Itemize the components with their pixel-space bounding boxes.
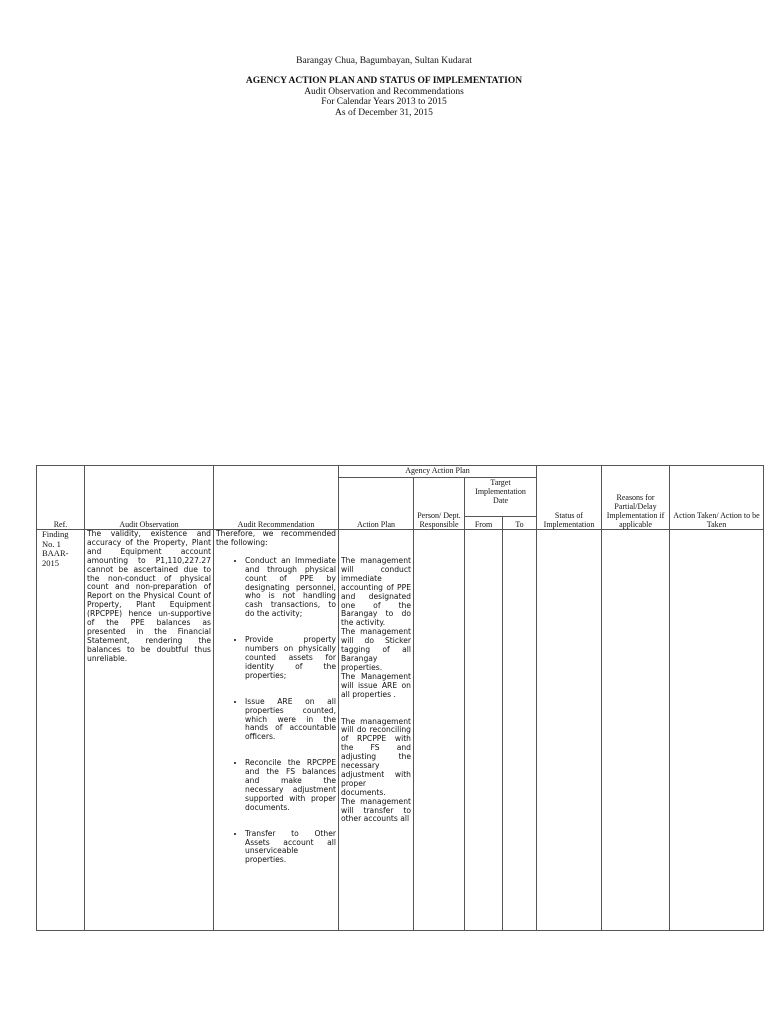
document-as-of: As of December 31, 2015 bbox=[335, 107, 433, 118]
col-header-action-plan: Action Plan bbox=[339, 478, 414, 530]
col-header-person: Person/ Dept. Responsible bbox=[414, 478, 465, 530]
recommendation-list bbox=[216, 557, 336, 865]
col-header-ref: Ref. bbox=[37, 466, 85, 530]
col-header-observation: Audit Observation bbox=[85, 466, 214, 530]
col-header-from: From bbox=[465, 517, 503, 530]
list-item: • Issue ARE on all properties counted, which were in the hands of accountable officers. bbox=[245, 698, 336, 743]
list-item: The management will conduct immediate accounting of PPE and designated one of the Barangay to do the activity. bbox=[341, 556, 411, 628]
action-plan-cell bbox=[339, 530, 414, 931]
person-cell bbox=[414, 530, 465, 931]
list-item: The management will transfer to other accounts all bbox=[341, 796, 411, 824]
col-header-action-taken: Action Taken/ Action to be Taken bbox=[670, 466, 764, 530]
col-header-reasons: Reasons for Partial/Delay Implementation if applicable bbox=[602, 466, 670, 530]
list-item: The management will do Sticker tagging of all Barangay properties. bbox=[341, 627, 411, 672]
group-header-agency-action-plan: Agency Action Plan bbox=[339, 466, 537, 478]
document-subtitle: Audit Observation and Recommendations bbox=[304, 86, 464, 97]
col-header-target-date: Target Implementation Date bbox=[465, 478, 537, 517]
observation-cell: The validity, existence and accuracy of the Property, Plant and Equipment account amounting to P1,110,227.27 cannot be ascertained due to the non-conduct of physical count and non-preparation of Report on the Physical Count of Property, Plant Equipment (RPCPPE) hence un-supportive of the PPE balances as presented in the Financial Statement, rendering the balances to be doubtful thus unreliable. bbox=[85, 530, 214, 931]
action-plan-table bbox=[36, 465, 764, 931]
action-taken-cell bbox=[670, 530, 764, 931]
reasons-cell bbox=[602, 530, 670, 931]
col-header-to: To bbox=[503, 517, 537, 530]
list-item: • Reconcile the RPCPPE and the FS balances and make the necessary adjustment supported with proper documents. bbox=[245, 759, 336, 812]
list-item: • Conduct an Immediate and through physical count of PPE by designating personnel, who is not handling cash transactions, to do the activity; bbox=[245, 557, 336, 619]
status-cell bbox=[537, 530, 602, 931]
ref-cell: Finding No. 1 BAAR-2015 bbox=[37, 530, 85, 931]
from-cell bbox=[465, 530, 503, 931]
list-item: The management will do reconciling of RPCPPE with the FS and adjusting the necessary adjustment with proper documents. bbox=[341, 716, 411, 797]
list-item: • Transfer to Other Assets account all unserviceable properties. bbox=[245, 830, 336, 866]
col-header-status: Status of Implementation bbox=[537, 466, 602, 530]
document-title: AGENCY ACTION PLAN AND STATUS OF IMPLEMENTATION bbox=[245, 76, 523, 86]
col-header-recommendation: Audit Recommendation bbox=[214, 466, 339, 530]
recommendation-intro: Therefore, we recommended the following: bbox=[216, 530, 336, 547]
list-item: • Provide property numbers on physically counted assets for identity of the properties; bbox=[245, 636, 336, 681]
list-item: The Management will issue ARE on all properties . bbox=[341, 671, 411, 699]
document-title-block bbox=[0, 76, 768, 118]
to-cell bbox=[503, 530, 537, 931]
recommendation-cell bbox=[214, 530, 339, 931]
barangay-line: Barangay Chua, Bagumbayan, Sultan Kudarat bbox=[296, 56, 472, 66]
document-period: For Calendar Years 2013 to 2015 bbox=[321, 97, 447, 107]
document-header bbox=[0, 56, 768, 67]
